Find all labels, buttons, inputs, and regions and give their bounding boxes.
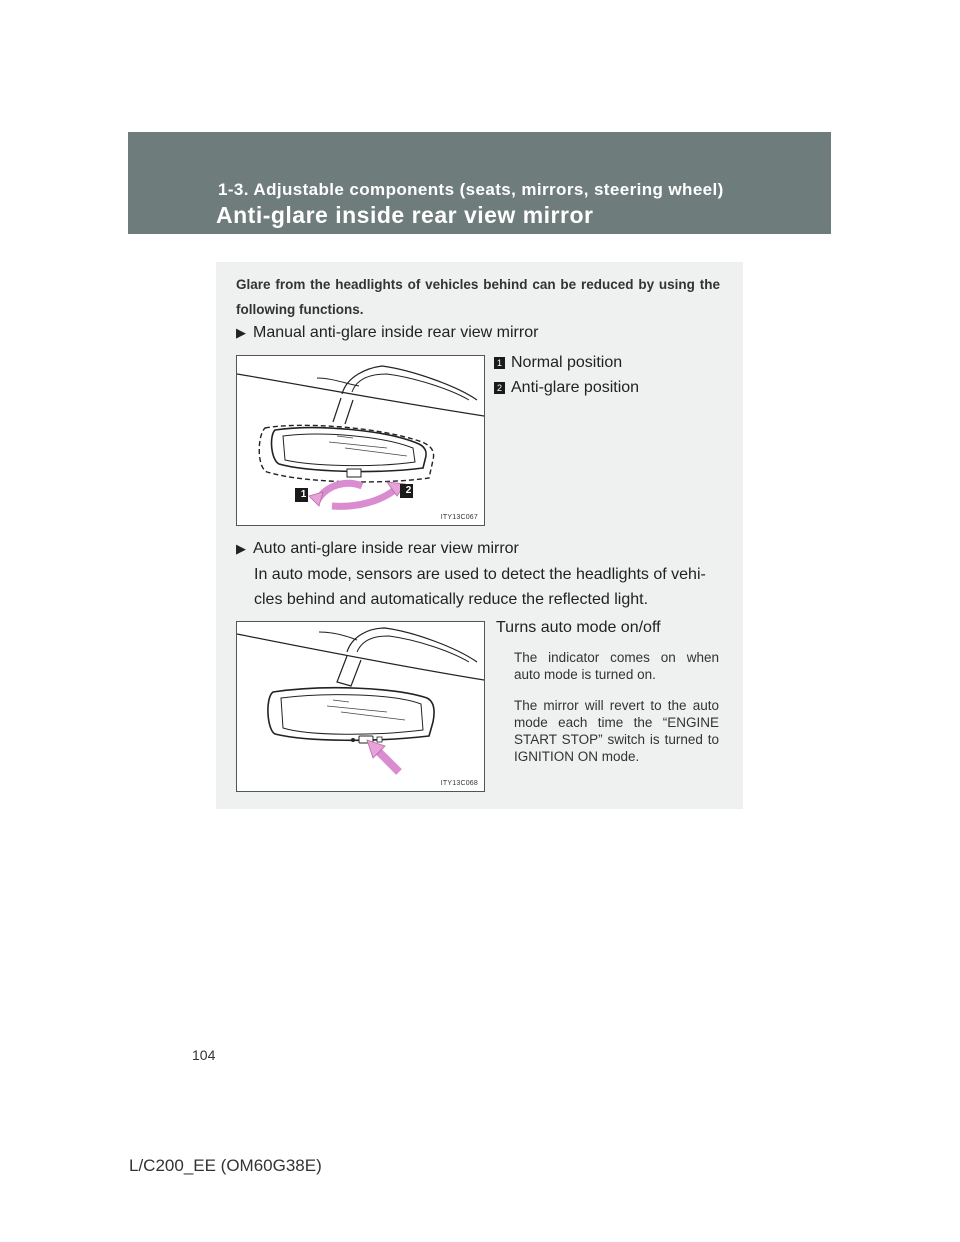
manual-item-normal: [494, 353, 622, 373]
bullet-arrow-icon: ▶: [236, 325, 246, 340]
intro-text: Glare from the headlights of vehicles behind can be reduced by using the following functions.: [236, 277, 720, 317]
number-badge: 1: [494, 357, 505, 369]
section-title: 1-3. Adjustable components (seats, mirrors, steering wheel): [218, 180, 724, 199]
auto-heading-text: Auto anti-glare inside rear view mirror: [253, 540, 519, 557]
page-number: 104: [192, 1047, 216, 1063]
auto-description: [254, 562, 726, 612]
document-code: L/C200_EE (OM60G38E): [129, 1156, 322, 1175]
auto-note-indicator: The indicator comes on when auto mode is turned on.: [514, 650, 719, 682]
auto-note-revert: The mirror will revert to the auto mode each time the “ENGINE START STOP” switch is turned to IGNITION ON mode.: [514, 698, 719, 764]
manual-heading-text: Manual anti-glare inside rear view mirror: [253, 324, 539, 341]
manual-item-label: Normal position: [511, 354, 623, 371]
manual-mirror-figure: [236, 355, 485, 526]
figure-code: ITY13C067: [440, 514, 478, 521]
auto-button-label: Turns auto mode on/off: [496, 619, 661, 636]
manual-item-antiglare: [494, 378, 639, 398]
auto-heading: [236, 539, 519, 559]
number-badge: 2: [494, 382, 505, 394]
bullet-arrow-icon: ▶: [236, 541, 246, 556]
auto-mirror-illustration: [237, 622, 484, 791]
page-title: Anti-glare inside rear view mirror: [216, 202, 594, 228]
figure-code: ITY13C068: [440, 780, 478, 787]
manual-heading: [236, 323, 538, 343]
callout-2: 2: [405, 485, 412, 496]
callout-1: 1: [300, 489, 307, 500]
manual-item-label: Anti-glare position: [511, 379, 640, 396]
auto-mirror-figure: [236, 621, 485, 792]
auto-description-line: In auto mode, sensors are used to detect the headlights of vehi-: [254, 566, 706, 583]
manual-mirror-illustration: [237, 356, 484, 525]
auto-description-line: cles behind and automatically reduce the reflected light.: [254, 591, 649, 608]
